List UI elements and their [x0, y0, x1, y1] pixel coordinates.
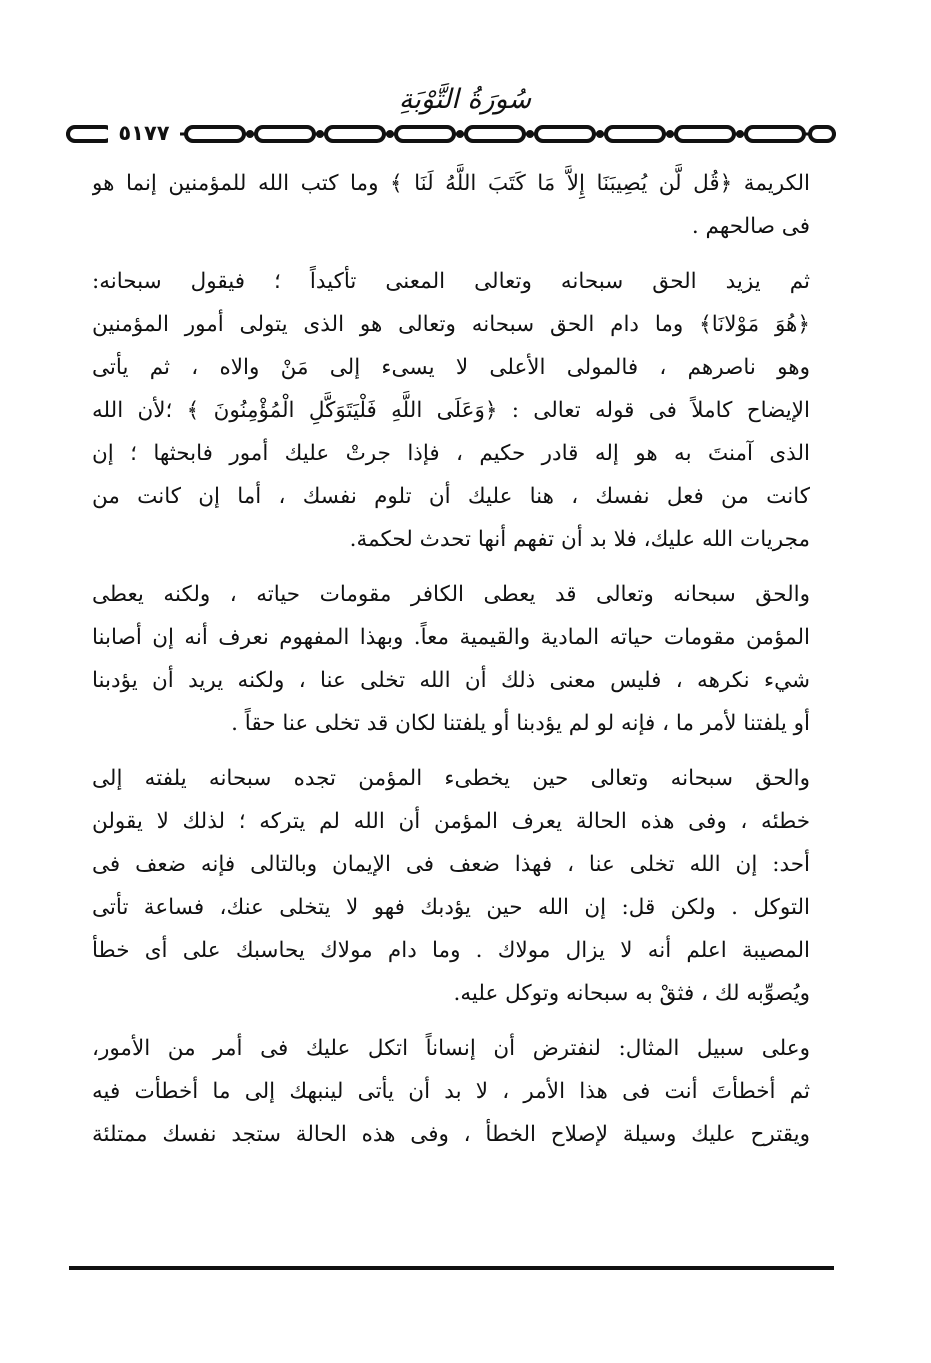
text-line: ويُصوِّبه لك ، فثقْ به سبحانه وتوكل عليه.: [453, 981, 810, 1006]
paragraph: [92, 573, 810, 745]
footer-rule: [69, 1266, 834, 1270]
paragraph: [92, 260, 810, 561]
body-text: [92, 162, 810, 1168]
text-line: وهو ناصرهم ، فالمولى الأعلى لا يسىء إلى مَنْ والاه ، ثم يأتى: [92, 355, 810, 380]
paragraph: [92, 162, 810, 248]
text-line: ثم أخطأتَ أنت فى هذا الأمر ، لا بد أن يأتى لينبهك إلى ما أخطأت فيه: [92, 1079, 810, 1104]
text-line: خطئه ، وفى هذه الحالة يعرف المؤمن أن الله لم يتركه ؛ لذلك لا يقولن: [92, 809, 810, 834]
text-line: مجريات الله عليك، فلا بد أن تفهم أنها تحدث لحكمة.: [349, 527, 810, 552]
paragraph: [92, 757, 810, 1015]
text-line: فى صالحهم .: [691, 214, 810, 239]
text-line: المصيبة اعلم أنه لا يزال مولاك . وما دام مولاك يحاسبك على أى خطأ: [92, 938, 810, 963]
text-line: والحق سبحانه وتعالى قد يعطى الكافر مقومات حياته ، ولكنه يعطى: [92, 582, 810, 607]
page-number: ٥١٧٧: [108, 119, 180, 147]
text-line: أحد: إن الله تخلى عنا ، فهذا ضعف فى الإيمان وبالتالى فإنه ضعف فى: [92, 852, 810, 877]
text-line: ثم يزيد الحق سبحانه وتعالى المعنى تأكيداً ؛ فيقول سبحانه:: [92, 269, 810, 294]
text-line: المؤمن مقومات حياته المادية والقيمية معاً. وبهذا المفهوم نعرف أنه إن أصابنا: [92, 625, 810, 650]
surah-title: سُورَةُ التَّوْبَةِ: [398, 84, 532, 115]
chain-ornament-icon: [66, 124, 836, 144]
text-line: والحق سبحانه وتعالى حين يخطىء المؤمن تجده سبحانه يلفته إلى: [92, 766, 810, 791]
paragraph: [92, 1027, 810, 1156]
text-line: أو يلفتنا لأمر ما ، فإنه لو لم يؤدبنا أو يلفتنا لكان قد تخلى عنا حقاً .: [231, 711, 810, 736]
text-line: الذى آمنتَ به هو إله قادر حكيم ، فإذا جرتْ عليك أمور فابحثها ؛ إن: [92, 441, 810, 466]
text-line: الإيضاح كاملاً فى قوله تعالى : ﴿وَعَلَى اللَّهِ فَلْيَتَوَكَّلِ الْمُؤْمِنُونَ ﴾ ؛لأن الله: [92, 398, 810, 423]
text-line: الكريمة ﴿قُل لَّن يُصِيبَنَا إِلاَّ مَا كَتَبَ اللَّهُ لَنَا ﴾ وما كتب الله للمؤمنين إنما هو: [92, 171, 810, 196]
text-line: التوكل . ولكن قل: إن الله حين يؤدبك فهو لا يتخلى عنك، فساعة تأتى: [92, 895, 810, 920]
text-line: ﴿هُوَ مَوْلانَا﴾ وما دام الحق سبحانه وتعالى هو الذى يتولى أمور المؤمنين: [92, 312, 810, 337]
text-line: شيء نكرهه ، فليس معنى ذلك أن الله تخلى عنا ، ولكنه يريد أن يؤدبنا: [92, 668, 810, 693]
decorative-border: [66, 124, 836, 144]
text-line: كانت من فعل نفسك ، هنا عليك أن تلوم نفسك ، أما إن كانت من: [92, 484, 810, 509]
text-line: وعلى سبيل المثال: لنفترض أن إنساناً اتكل عليك فى أمر من الأمور،: [92, 1036, 810, 1061]
text-line: ويقترح عليك وسيلة لإصلاح الخطأ ، وفى هذه الحالة ستجد نفسك ممتلئة: [92, 1122, 810, 1147]
